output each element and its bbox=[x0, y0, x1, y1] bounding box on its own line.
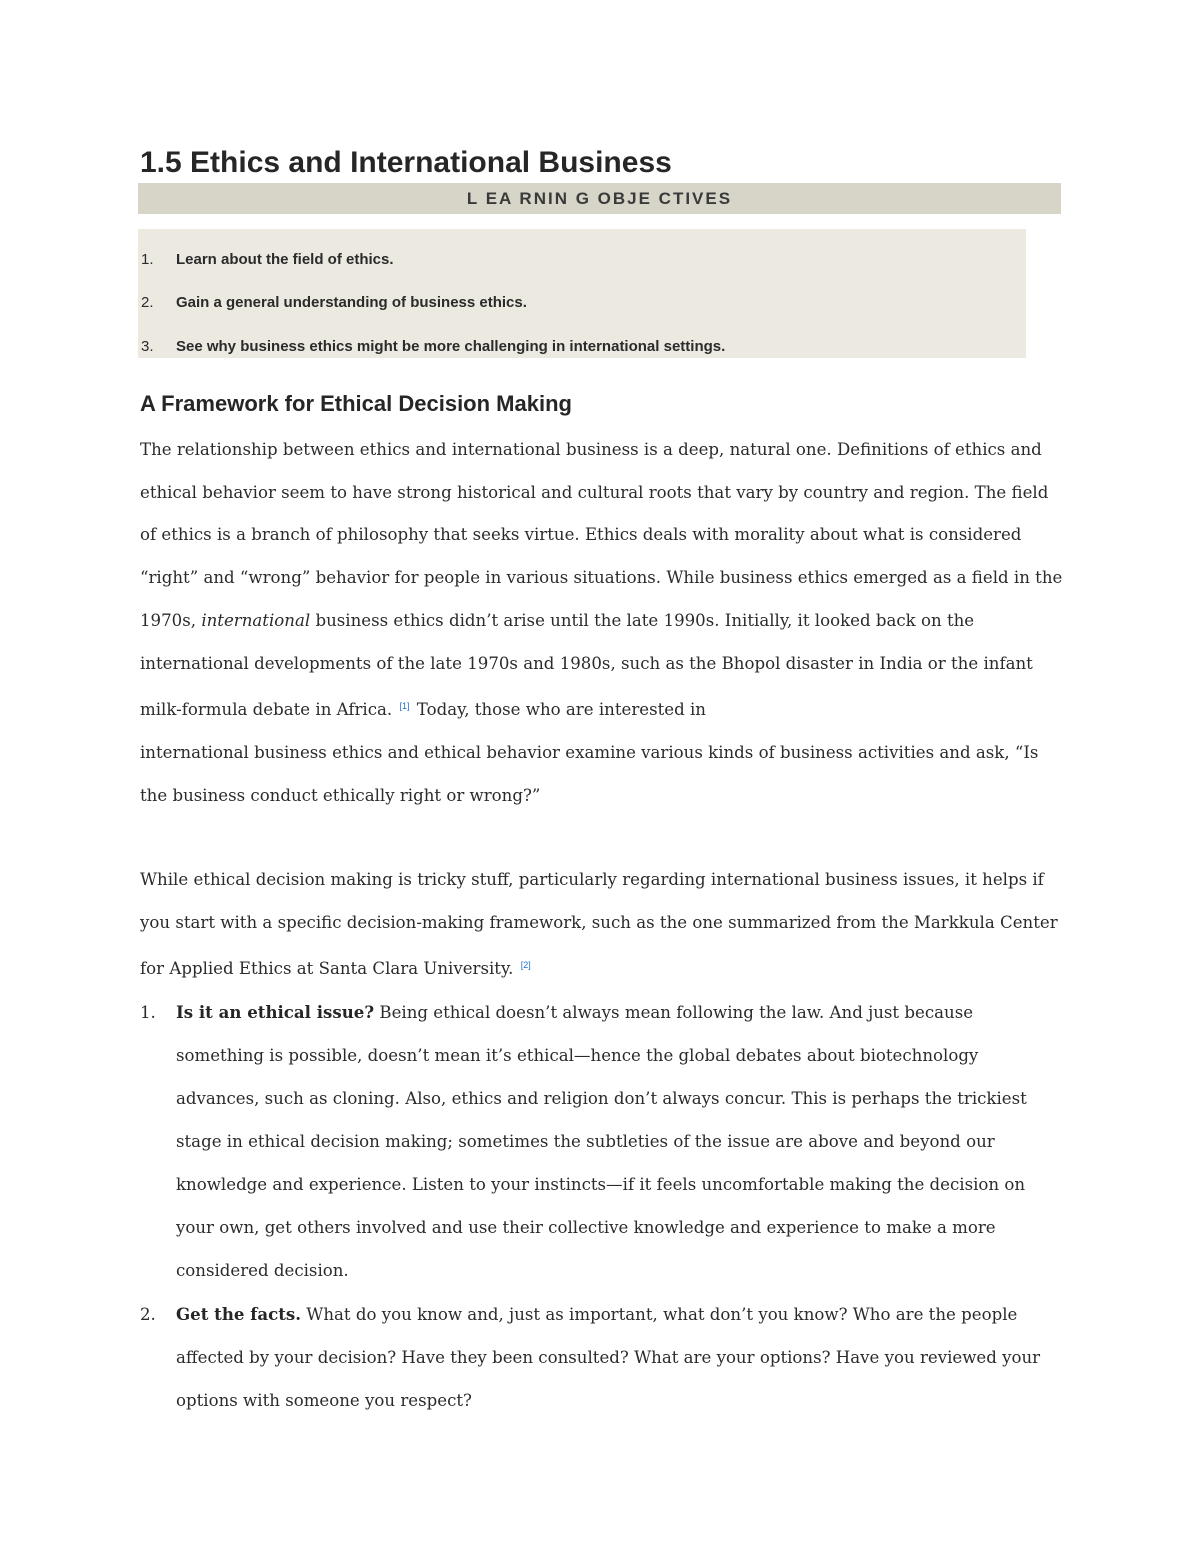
framework-step bbox=[140, 991, 1065, 1292]
learning-objective-item bbox=[141, 250, 394, 270]
body-paragraph bbox=[140, 859, 1065, 991]
paragraph-text: international business ethics and ethical behavior examine various kinds of business activities and ask, “Is the business conduct ethically right or wrong?” bbox=[140, 742, 1039, 805]
item-number: 2. bbox=[141, 294, 154, 311]
step-number: 2. bbox=[140, 1305, 156, 1324]
item-number: 3. bbox=[141, 338, 154, 355]
paragraph-text: business ethics didn’t arise until the late 1990s. Initially, it looked back on the international developments of the late 1970s and 1980s, such as the Bhopol disaster in India or the infant milk-formula debate in Africa. bbox=[140, 610, 1033, 720]
paragraph-text: While ethical decision making is tricky stuff, particularly regarding international business issues, it helps if you start with a specific decision-making framework, such as the one summarized from the Markkula Center for Applied Ethics at Santa Clara University. bbox=[140, 870, 1058, 979]
section-heading: A Framework for Ethical Decision Making bbox=[140, 391, 572, 416]
step-lead: Get the facts. bbox=[176, 1304, 302, 1324]
paragraph-text: The relationship between ethics and international business is a deep, natural one. Definitions of ethics and ethical behavior seem to have strong historical and cultural roots that vary by country and region. The field of ethics is a branch of philosophy that seeks virtue. Ethics deals with morality about what is considered “right” and “wrong” behavior for people in various situations. While business ethics emerged as a field in the 1970s, bbox=[140, 440, 1063, 630]
learning-objective-item bbox=[141, 293, 527, 313]
step-lead: Is it an ethical issue? bbox=[176, 1002, 375, 1022]
step-number: 1. bbox=[140, 1003, 156, 1022]
paragraph-text: Today, those who are interested in bbox=[416, 700, 706, 720]
footnote-link[interactable]: [2] bbox=[520, 960, 531, 971]
step-text: Being ethical doesn’t always mean following the law. And just because something is possible, doesn’t mean it’s ethical—hence the global debates about biotechnology advances, such as cloning. Also, ethics and religion don’t always concur. This is perhaps the trickiest stage in ethical decision making; sometimes the subtleties of the issue are above and beyond our knowledge and experience. Listen to your instincts—if it feels uncomfortable making the decision on your own, get others involved and use their collective knowledge and experience to make a more considered decision. bbox=[176, 1003, 1027, 1280]
page-title: 1.5 Ethics and International Business bbox=[140, 146, 672, 179]
item-text: See why business ethics might be more challenging in international settings. bbox=[176, 338, 726, 355]
body-paragraph bbox=[140, 429, 1065, 817]
framework-step bbox=[140, 1293, 1065, 1422]
item-text: Gain a general understanding of business ethics. bbox=[176, 294, 527, 311]
footnote-link[interactable]: [1] bbox=[399, 701, 410, 712]
learning-objective-item bbox=[141, 337, 725, 357]
item-text: Learn about the field of ethics. bbox=[176, 251, 394, 268]
emphasis-text: international bbox=[201, 610, 311, 630]
item-number: 1. bbox=[141, 251, 154, 268]
step-text: What do you know and, just as important, what don’t you know? Who are the people affected by your decision? Have they been consulted? What are your options? Have you reviewed your options with someone you respect? bbox=[176, 1305, 1041, 1410]
learning-objectives-heading: L EA RNIN G OBJE CTIVES bbox=[138, 183, 1061, 214]
framework-steps-list bbox=[140, 991, 1065, 1423]
